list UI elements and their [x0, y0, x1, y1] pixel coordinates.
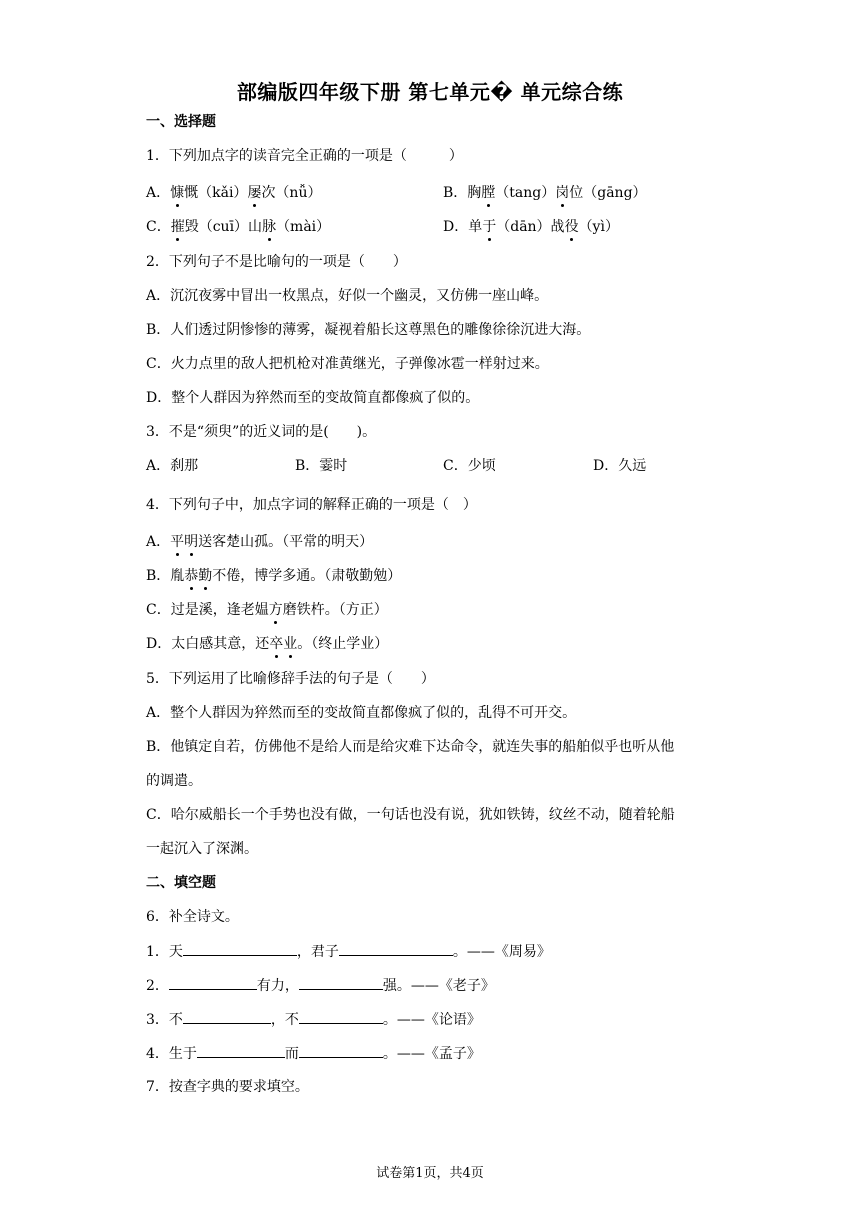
question-6-stem: 6．补全诗文。: [146, 909, 239, 925]
question-5-option-b-line1: B．他镇定自若，仿佛他不是给人而是给灾难下达命令，就连失事的船舶似乎也听从他: [146, 739, 675, 755]
question-5-option-b-line2: 的调遣。: [146, 773, 202, 789]
question-1-option-b: B．胸膛（tang）岗位（gāng）: [443, 185, 647, 201]
answer-blank[interactable]: [183, 1009, 271, 1024]
question-4-option-b: B．胤恭勤不倦，博学多通。（肃敬勤勉）: [146, 568, 402, 584]
question-1-stem: 1．下列加点字的读音完全正确的一项是（ ）: [146, 148, 463, 164]
dotted-char: 于: [482, 219, 497, 235]
page-title: 部编版四年级下册 第七单元� 单元综合练: [236, 80, 624, 104]
answer-blank[interactable]: [299, 975, 383, 990]
dotted-char: 岗: [555, 185, 570, 201]
poem-line-4: 4．生于 而 。——《孟子》: [146, 1043, 481, 1064]
poem-line-1: 1．天 ，君子 。——《周易》: [146, 941, 551, 962]
question-4-option-c: C．过是溪，逢老媪方磨铁杵。（方正）: [146, 602, 388, 618]
question-3-option-b: B．霎时: [295, 458, 348, 474]
question-3-option-a: A．刹那: [146, 458, 199, 474]
question-5-option-c-line2: 一起沉入了深渊。: [146, 841, 258, 857]
page-footer: 试卷第1页，共4页: [376, 1166, 484, 1181]
dotted-char: 役: [564, 219, 579, 235]
question-3-option-d: D．久远: [593, 458, 647, 474]
poem-line-2: 2． 有力， 强。——《老子》: [146, 975, 495, 996]
dotted-char: 明: [184, 534, 199, 550]
dotted-char: 恭: [184, 568, 199, 584]
section-heading-fill: 二、填空题: [146, 875, 216, 891]
answer-blank[interactable]: [299, 1043, 383, 1058]
question-1-option-a: A．慷慨（kǎi）屡次（nǚ）: [146, 185, 322, 201]
dotted-char: 屡: [247, 185, 262, 201]
answer-blank[interactable]: [299, 1009, 383, 1024]
question-3-option-c: C．少顷: [443, 458, 496, 474]
question-5-option-a: A．整个人群因为猝然而至的变故简直都像疯了似的，乱得不可开交。: [146, 705, 577, 721]
dotted-char: 业: [283, 636, 298, 652]
question-1-option-d: D．单于（dān）战役（yì）: [443, 219, 619, 235]
question-2-option-a: A．沉沉夜雾中冒出一枚黑点，好似一个幽灵，又仿佛一座山峰。: [146, 288, 549, 304]
dotted-char: 勤: [198, 568, 213, 584]
question-4-option-d: D．太白感其意，还卒业。（终止学业）: [146, 636, 389, 652]
answer-blank[interactable]: [169, 975, 257, 990]
question-4-option-a: A．平明送客楚山孤。（平常的明天）: [146, 534, 374, 550]
answer-blank[interactable]: [183, 941, 297, 956]
dotted-char: 脉: [262, 219, 277, 235]
dotted-char: 摧: [170, 219, 185, 235]
answer-blank[interactable]: [197, 1043, 285, 1058]
section-heading-choice: 一、选择题: [146, 114, 216, 130]
question-5-option-c-line1: C．哈尔威船长一个手势也没有做，一句话也没有说，犹如铁铸，纹丝不动，随着轮船: [146, 807, 675, 823]
dotted-char: 膛: [481, 185, 496, 201]
question-3-stem: 3．不是“须臾”的近义词的是( )。: [146, 424, 377, 440]
poem-line-3: 3．不 ，不 。——《论语》: [146, 1009, 481, 1030]
dotted-char: 方: [268, 602, 283, 618]
question-4-stem: 4．下列句子中，加点字词的解释正确的一项是（ ）: [146, 497, 477, 513]
question-7-stem: 7．按查字典的要求填空。: [146, 1079, 309, 1095]
question-1-option-c: C．摧毁（cuī）山脉（mài）: [146, 219, 331, 235]
question-5-stem: 5．下列运用了比喻修辞手法的句子是（ ）: [146, 671, 435, 687]
question-2-option-b: B．人们透过阴惨惨的薄雾，凝视着船长这尊黑色的雕像徐徐沉进大海。: [146, 322, 591, 338]
question-2-stem: 2．下列句子不是比喻句的一项是（ ）: [146, 254, 407, 270]
dotted-char: 慷: [170, 185, 185, 201]
question-2-option-d: D．整个人群因为猝然而至的变故简直都像疯了似的。: [146, 390, 480, 406]
question-2-option-c: C．火力点里的敌人把机枪对准黄继光，子弹像冰雹一样射过来。: [146, 356, 549, 372]
answer-blank[interactable]: [339, 941, 453, 956]
dotted-char: 卒: [269, 636, 284, 652]
dotted-char: 平: [170, 534, 185, 550]
